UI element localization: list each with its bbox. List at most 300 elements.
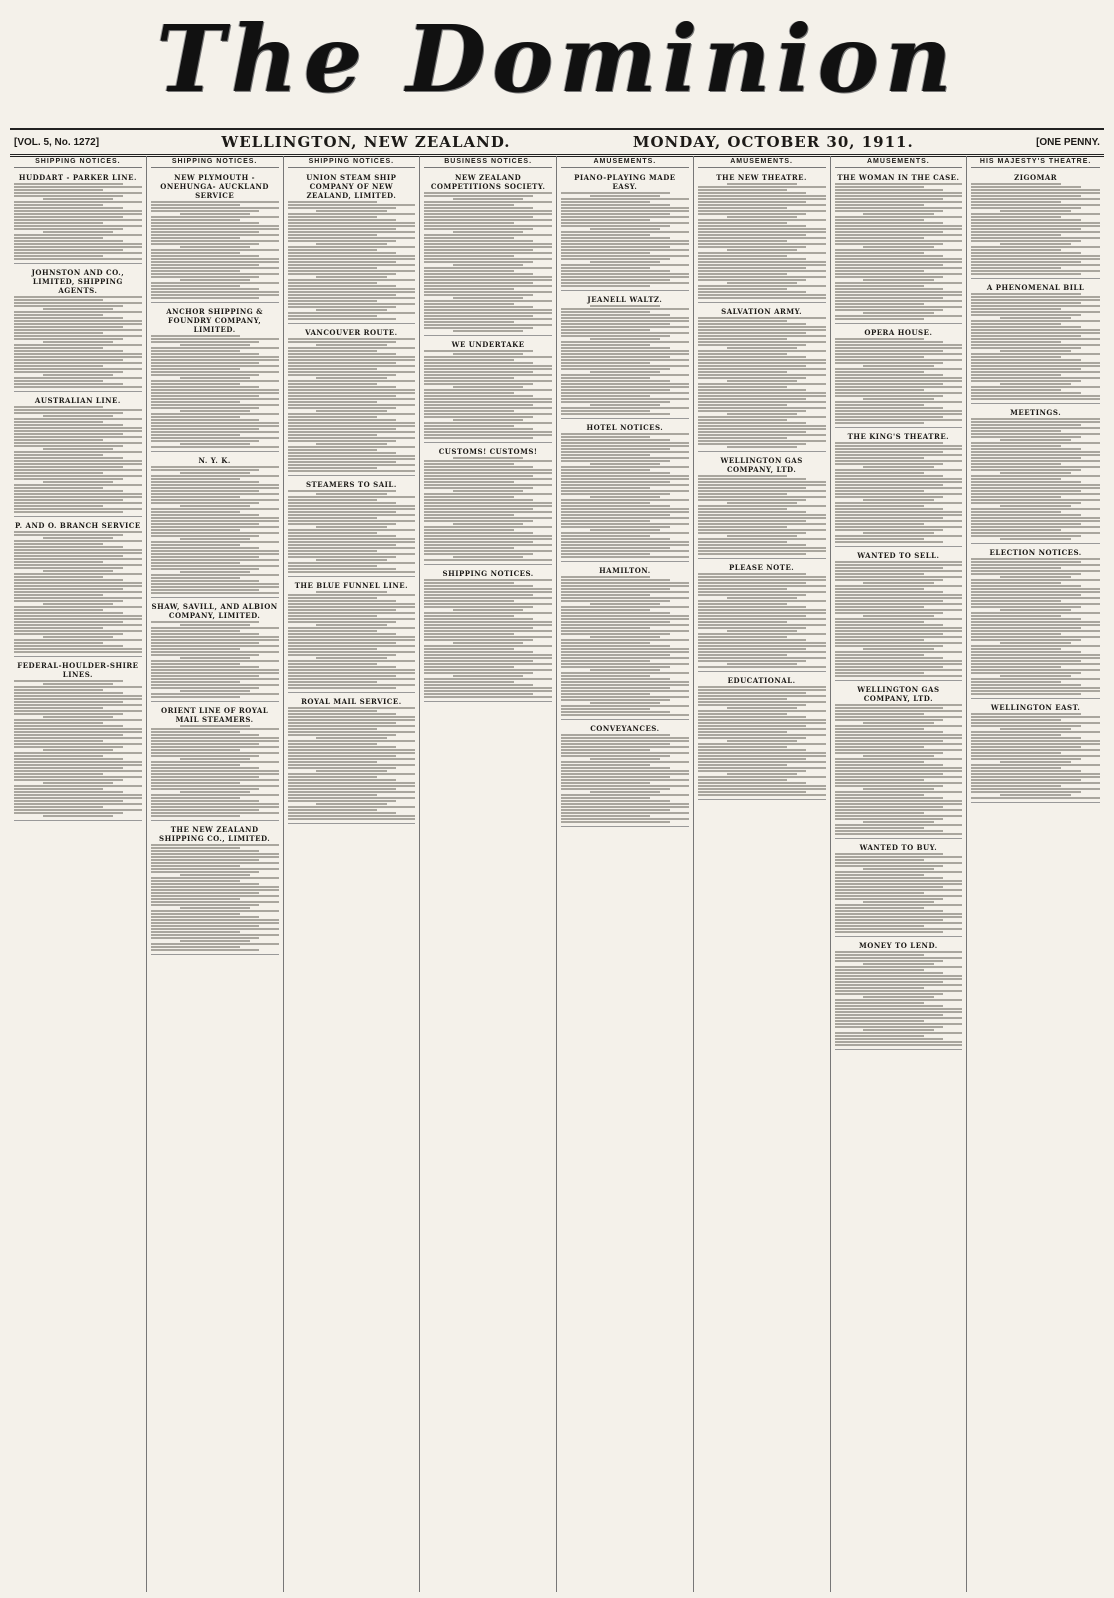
text-line	[561, 347, 670, 349]
text-line	[151, 589, 260, 591]
text-line	[151, 395, 260, 397]
text-line	[971, 618, 1080, 620]
text-line	[561, 383, 689, 385]
column-4	[420, 156, 557, 1592]
text-line	[590, 305, 660, 307]
text-line	[288, 419, 397, 421]
text-line	[835, 919, 944, 921]
text-line	[453, 198, 523, 200]
text-line	[151, 288, 260, 290]
text-line	[151, 633, 260, 635]
text-line	[698, 362, 826, 364]
advertisement	[698, 674, 826, 800]
text-line	[424, 282, 533, 284]
advertisement	[971, 546, 1100, 699]
text-line	[835, 704, 963, 706]
text-line	[151, 374, 260, 376]
text-line	[971, 612, 1100, 614]
text-line	[424, 514, 513, 516]
column-2	[147, 156, 284, 1592]
text-line	[863, 213, 933, 215]
text-line	[424, 603, 552, 605]
text-line	[561, 377, 650, 379]
text-line	[14, 195, 123, 197]
text-line	[151, 249, 279, 251]
text-line	[561, 249, 689, 251]
text-line	[14, 305, 123, 307]
text-line	[288, 401, 377, 403]
text-line	[151, 645, 279, 647]
text-line	[288, 255, 416, 257]
body-text-lines	[561, 305, 689, 415]
text-line	[561, 505, 670, 507]
text-line	[151, 886, 279, 888]
advertisement-title: NEW ZEALAND COMPETITIONS SOCIETY.	[430, 173, 546, 191]
text-line	[971, 520, 1100, 522]
text-line	[698, 207, 787, 209]
text-line	[698, 636, 787, 638]
text-line	[835, 636, 963, 638]
text-line	[561, 231, 689, 233]
text-line	[835, 535, 963, 537]
text-line	[1000, 609, 1071, 611]
text-line	[590, 636, 660, 638]
text-line	[14, 704, 142, 706]
text-line	[971, 377, 1100, 379]
text-line	[561, 311, 650, 313]
text-line	[288, 654, 397, 656]
advertisement	[835, 683, 963, 839]
text-line	[151, 231, 260, 233]
text-line	[727, 183, 797, 185]
advertisement-title: STEAMERS TO SAIL.	[305, 480, 397, 489]
text-line	[971, 681, 1061, 683]
text-line	[288, 231, 416, 233]
text-line	[180, 410, 250, 412]
text-line	[424, 216, 533, 218]
text-line	[288, 594, 416, 596]
text-line	[698, 225, 807, 227]
text-line	[151, 565, 279, 567]
column-7	[831, 156, 968, 1592]
text-line	[971, 749, 1100, 751]
text-line	[424, 520, 533, 522]
text-line	[561, 332, 689, 334]
advertisement	[698, 171, 826, 303]
text-line	[698, 261, 826, 263]
text-line	[561, 746, 689, 748]
text-line	[14, 710, 142, 712]
text-line	[14, 502, 142, 504]
text-line	[561, 812, 689, 814]
text-line	[835, 922, 963, 924]
volume-number: [VOL. 5, No. 1272]	[14, 136, 100, 148]
text-line	[835, 228, 963, 230]
text-line	[835, 990, 963, 992]
advertisement-title: UNION STEAM SHIP COMPANY OF NEW ZEALAND, LIMITED.	[306, 173, 397, 200]
text-line	[288, 285, 397, 287]
text-line	[288, 687, 397, 689]
text-line	[561, 401, 670, 403]
text-line	[698, 201, 807, 203]
text-line	[14, 493, 142, 495]
text-line	[698, 737, 807, 739]
text-line	[288, 609, 397, 611]
text-line	[835, 859, 924, 861]
text-line	[151, 484, 279, 486]
text-line	[698, 389, 807, 391]
text-line	[698, 686, 826, 688]
text-line	[424, 469, 552, 471]
text-line	[14, 776, 142, 778]
text-line	[151, 669, 279, 671]
text-line	[561, 457, 689, 459]
text-line	[698, 425, 826, 427]
text-line	[1000, 761, 1071, 763]
advertisement-title: JOHNSTON AND CO., LIMITED, SHIPPING AGENTS.	[31, 268, 125, 295]
text-line	[561, 279, 670, 281]
text-line	[1000, 675, 1071, 677]
text-line	[835, 749, 963, 751]
text-line	[151, 731, 240, 733]
text-line	[971, 356, 1061, 358]
text-line	[835, 999, 963, 1001]
text-line	[180, 377, 250, 379]
text-line	[698, 234, 807, 236]
advertisement	[835, 549, 963, 681]
text-line	[971, 594, 1080, 596]
text-line	[835, 877, 944, 879]
text-line	[14, 323, 142, 325]
text-line	[698, 326, 826, 328]
text-line	[453, 353, 523, 355]
text-line	[971, 740, 1100, 742]
text-line	[151, 770, 279, 772]
text-line	[151, 666, 260, 668]
text-line	[424, 255, 513, 257]
text-line	[971, 687, 1100, 689]
text-line	[971, 311, 1100, 313]
text-line	[288, 425, 416, 427]
text-line	[151, 243, 260, 245]
text-line	[14, 427, 142, 429]
text-line	[835, 818, 944, 820]
text-line	[561, 511, 689, 513]
text-line	[288, 249, 377, 251]
text-line	[14, 597, 142, 599]
text-line	[288, 818, 416, 820]
text-line	[835, 374, 944, 376]
advertisement-title: WE UNDERTAKE	[451, 340, 525, 349]
text-line	[561, 797, 650, 799]
text-line	[14, 752, 142, 754]
text-line	[424, 371, 533, 373]
text-line	[151, 267, 279, 269]
text-line	[151, 815, 240, 817]
text-line	[151, 201, 279, 203]
text-line	[561, 433, 689, 435]
advertisement	[151, 454, 279, 598]
text-line	[590, 261, 660, 263]
text-line	[561, 776, 670, 778]
text-line	[835, 981, 944, 983]
text-line	[561, 264, 689, 266]
text-line	[971, 219, 1080, 221]
text-line	[727, 740, 797, 742]
advertisement	[14, 171, 142, 264]
text-line	[835, 782, 963, 784]
text-line	[698, 716, 807, 718]
text-line	[424, 389, 552, 391]
text-line	[863, 963, 933, 965]
text-line	[835, 1035, 924, 1037]
text-line	[424, 350, 533, 352]
text-line	[835, 785, 944, 787]
text-line	[971, 344, 1100, 346]
text-line	[561, 588, 670, 590]
text-line	[698, 338, 787, 340]
text-line	[288, 368, 377, 370]
text-line	[835, 600, 944, 602]
text-line	[863, 398, 933, 400]
text-line	[561, 779, 689, 781]
text-line	[43, 782, 113, 784]
text-line	[971, 603, 1100, 605]
text-line	[180, 538, 250, 540]
text-line	[424, 410, 513, 412]
text-line	[288, 785, 416, 787]
text-line	[561, 770, 689, 772]
advertisement	[424, 567, 552, 702]
advertisement-title: ELECTION NOTICES.	[989, 548, 1082, 557]
text-line	[424, 404, 533, 406]
text-line	[14, 806, 103, 808]
text-line	[971, 558, 1100, 560]
text-line	[14, 243, 142, 245]
text-line	[971, 690, 1100, 692]
text-line	[971, 514, 1080, 516]
text-line	[151, 219, 240, 221]
text-line	[590, 371, 660, 373]
text-line	[288, 642, 397, 644]
text-line	[561, 439, 670, 441]
text-line	[288, 216, 377, 218]
text-line	[561, 326, 689, 328]
column-heading: BUSINESS NOTICES.	[424, 156, 552, 168]
text-line	[151, 341, 260, 343]
text-line	[14, 624, 142, 626]
advertisement	[288, 171, 416, 324]
text-line	[698, 386, 787, 388]
text-line	[561, 341, 689, 343]
text-line	[561, 502, 650, 504]
text-line	[288, 651, 416, 653]
text-line	[561, 764, 650, 766]
text-line	[835, 356, 924, 358]
text-line	[424, 618, 533, 620]
text-line	[698, 332, 807, 334]
text-line	[698, 496, 826, 498]
text-line	[561, 693, 650, 695]
text-line	[561, 255, 689, 257]
text-line	[971, 329, 1100, 331]
text-line	[698, 320, 787, 322]
text-line	[971, 427, 1100, 429]
text-line	[971, 302, 1080, 304]
text-line	[835, 889, 963, 891]
text-line	[698, 383, 826, 385]
text-line	[14, 490, 123, 492]
text-line	[971, 645, 1100, 647]
masthead-title: The Dominion	[156, 5, 958, 113]
text-line	[561, 743, 670, 745]
text-line	[453, 297, 523, 299]
text-line	[424, 544, 552, 546]
text-line	[971, 523, 1080, 525]
text-line	[151, 740, 279, 742]
text-line	[14, 320, 142, 322]
advertisement-title: N. Y. K.	[198, 456, 231, 465]
text-line	[1000, 472, 1071, 474]
text-line	[151, 639, 279, 641]
text-line	[561, 490, 689, 492]
text-line	[424, 657, 552, 659]
text-line	[14, 725, 123, 727]
text-line	[561, 681, 689, 683]
text-line	[288, 273, 397, 275]
text-line	[14, 737, 142, 739]
text-line	[561, 273, 689, 275]
text-line	[971, 797, 1100, 799]
text-line	[14, 800, 123, 802]
text-line	[151, 755, 260, 757]
text-line	[835, 716, 963, 718]
text-line	[698, 728, 826, 730]
text-line	[971, 389, 1061, 391]
text-line	[151, 428, 260, 430]
text-line	[698, 788, 826, 790]
text-line	[561, 740, 689, 742]
text-line	[835, 407, 944, 409]
text-line	[835, 654, 924, 656]
text-line	[561, 252, 650, 254]
text-line	[971, 535, 1080, 537]
text-line	[151, 389, 279, 391]
text-line	[14, 797, 142, 799]
text-line	[698, 434, 826, 436]
text-line	[151, 335, 240, 337]
advertisement	[835, 171, 963, 324]
text-line	[835, 758, 963, 760]
text-line	[835, 913, 963, 915]
text-line	[151, 916, 260, 918]
text-line	[971, 567, 1061, 569]
text-line	[424, 309, 552, 311]
text-line	[561, 243, 689, 245]
text-line	[971, 600, 1061, 602]
advertisement	[561, 421, 689, 562]
text-line	[180, 246, 250, 248]
text-line	[14, 216, 123, 218]
text-line	[151, 493, 279, 495]
text-line	[14, 689, 103, 691]
text-line	[288, 490, 397, 492]
text-line	[835, 252, 924, 254]
text-line	[288, 707, 416, 709]
text-line	[698, 490, 826, 492]
text-line	[971, 672, 1080, 674]
advertisement	[424, 171, 552, 336]
text-line	[698, 210, 826, 212]
text-line	[424, 234, 552, 236]
text-line	[835, 353, 963, 355]
text-line	[424, 460, 552, 462]
text-line	[288, 710, 377, 712]
text-line	[288, 204, 416, 206]
text-line	[863, 279, 933, 281]
text-line	[835, 669, 963, 671]
text-line	[835, 806, 944, 808]
advertisement-title: NEW PLYMOUTH - ONEHUNGA- AUCKLAND SERVICE	[160, 173, 269, 200]
text-line	[288, 800, 397, 802]
text-line	[14, 439, 103, 441]
text-line	[288, 306, 397, 308]
text-line	[151, 627, 279, 629]
text-line	[835, 597, 963, 599]
text-line	[835, 972, 944, 974]
text-line	[561, 362, 650, 364]
text-line	[424, 597, 552, 599]
text-line	[288, 297, 416, 299]
column-5	[557, 156, 694, 1592]
text-line	[561, 705, 689, 707]
text-line	[561, 675, 650, 677]
text-line	[151, 544, 240, 546]
text-line	[835, 338, 924, 340]
text-line	[288, 371, 416, 373]
text-line	[835, 591, 944, 593]
text-line	[288, 734, 397, 736]
text-line	[971, 585, 1080, 587]
text-line	[590, 529, 660, 531]
text-line	[835, 773, 944, 775]
text-line	[835, 746, 924, 748]
text-line	[288, 496, 416, 498]
text-line	[288, 514, 416, 516]
text-line	[835, 526, 963, 528]
text-line	[590, 758, 660, 760]
text-line	[971, 570, 1100, 572]
text-line	[561, 481, 670, 483]
text-line	[698, 701, 826, 703]
text-line	[971, 767, 1061, 769]
text-line	[971, 323, 1061, 325]
text-line	[698, 276, 826, 278]
text-line	[561, 240, 689, 242]
body-text-lines	[561, 192, 689, 287]
text-line	[835, 445, 963, 447]
text-line	[835, 454, 963, 456]
text-line	[971, 213, 1100, 215]
text-line	[424, 422, 552, 424]
body-text-lines	[14, 531, 142, 653]
text-line	[835, 639, 924, 641]
text-line	[835, 490, 924, 492]
text-line	[863, 246, 933, 248]
text-line	[151, 368, 240, 370]
text-line	[561, 737, 689, 739]
text-line	[835, 1002, 924, 1004]
